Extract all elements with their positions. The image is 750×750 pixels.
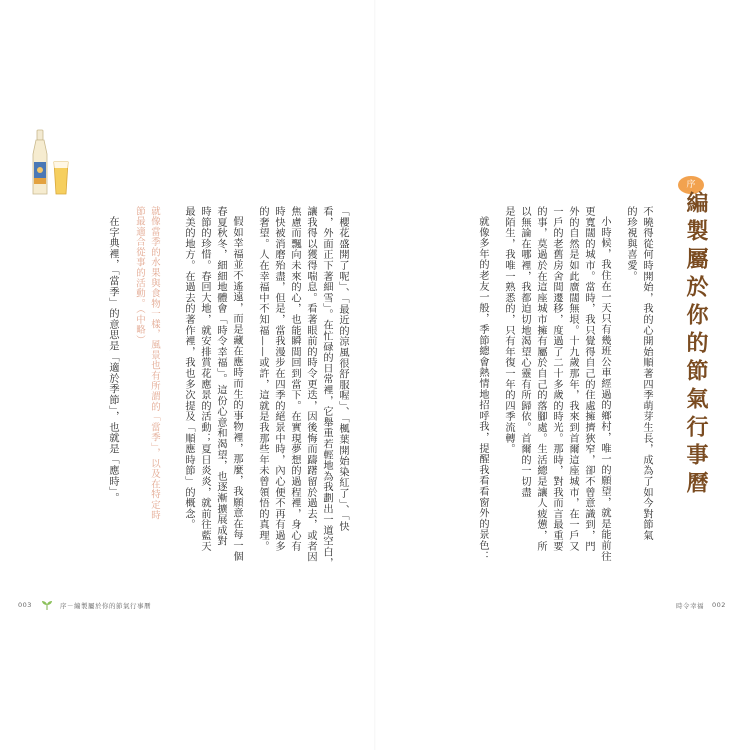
sprout-icon — [40, 600, 54, 610]
text-column: 就像多年的老友一般，季節總會熱情地招呼我，提醒我看看窗外的景色： — [477, 216, 488, 562]
text-column: 的珍視與喜愛。 — [625, 206, 636, 282]
chapter-title: 編製屬於你的節氣行事曆 — [683, 191, 708, 499]
right-running-head: 時令幸福 — [676, 602, 704, 610]
bottle-icon — [33, 130, 47, 194]
text-column: 以無論在哪裡，我都迫切地渴望心靈有所歸依。首爾的一切盡 — [519, 206, 530, 498]
text-column: 最美的地方。在過去的著作裡，我也多次提及「順應時節」的概念。 — [183, 206, 194, 530]
text-column: 焦慮而飄向未來的心，也能瞬間回到當下。在實現夢想的過程裡，身心有 — [289, 206, 300, 552]
text-column: 在字典裡，「當季」的意思是「適於季節」，也就是「應時」。 — [107, 216, 118, 504]
text-column: 小時候，我住在一天只有幾班公車經過的鄉村，唯一的願望，就是能前往 — [599, 216, 610, 562]
text-column: 時快被消磨殆盡，但是，當我漫步在四季的絕景中時，內心便不再有過多 — [273, 206, 284, 552]
page-gutter — [374, 0, 376, 750]
text-column: 時節的珍惜。春回大地，就安排賞花應景的活動；夏日炎炎，就前往藍天 — [199, 206, 210, 552]
text-column: 一戶的老舊房舍間遷移，度過了二十多歲的時光。那時，對我而言最重要 — [551, 206, 562, 552]
left-folio-number: 003 — [18, 601, 32, 609]
left-running-head: 序－編製屬於你的節氣行事曆 — [60, 602, 151, 610]
text-column: 外的自然是如此廣闊無垠。十九歲那年，我來到首爾這座城市，在一戶又 — [567, 206, 578, 552]
glass-icon — [54, 162, 68, 194]
text-column: 讓我得以獲得喘息。看著眼前的時令更迭，因後悔而躊躇留於過去，或者因 — [305, 206, 316, 563]
text-column: 的奢望。人在幸福中不知福——或許，這就是我那些年未曾領悟的真理。 — [257, 206, 268, 552]
right-folio-number: 002 — [712, 601, 726, 609]
quote-column: 節最適合從事的活動。（中略） — [134, 206, 145, 346]
title-badge: 序 — [678, 176, 704, 194]
text-column: 的事，莫過於在這座城市擁有屬於自己的落腳處。生活總是讓人疲憊，所 — [535, 206, 546, 552]
text-column: 看，外面正下著細雪」。在忙碌的日常裡，它舉重若輕地為我劃出一道空白， — [321, 206, 332, 569]
quote-column: 就像當季的水果與食物一樣，風景也有所謂的「當季」，以及在特定時 — [149, 206, 160, 521]
text-column: 假如幸福並不遙遠，而是藏在應時而生的事物裡，那麼，我願意在每一個 — [231, 216, 242, 562]
text-column: 春夏秋冬，細細地體會「時令幸福」。這份心意和渴望，也逐漸擴展成對 — [215, 206, 226, 547]
text-column: 更寬闊的城市。當時，我只覺得自己的住處擁擠狹窄，卻不曾意識到，門 — [583, 206, 594, 552]
text-column: 是陌生，我唯一熟悉的，只有年復一年的四季流轉。 — [503, 206, 514, 455]
bottles-glass-illustration — [24, 128, 72, 198]
text-column: 「櫻花盛開了呢」、「最近的涼風很舒服喔」、「楓葉開始染紅了」、「快 — [337, 206, 348, 532]
text-column: 不曉得從何時開始，我的心開始順著四季萌芽生長，成為了如今對節氣 — [641, 206, 652, 541]
